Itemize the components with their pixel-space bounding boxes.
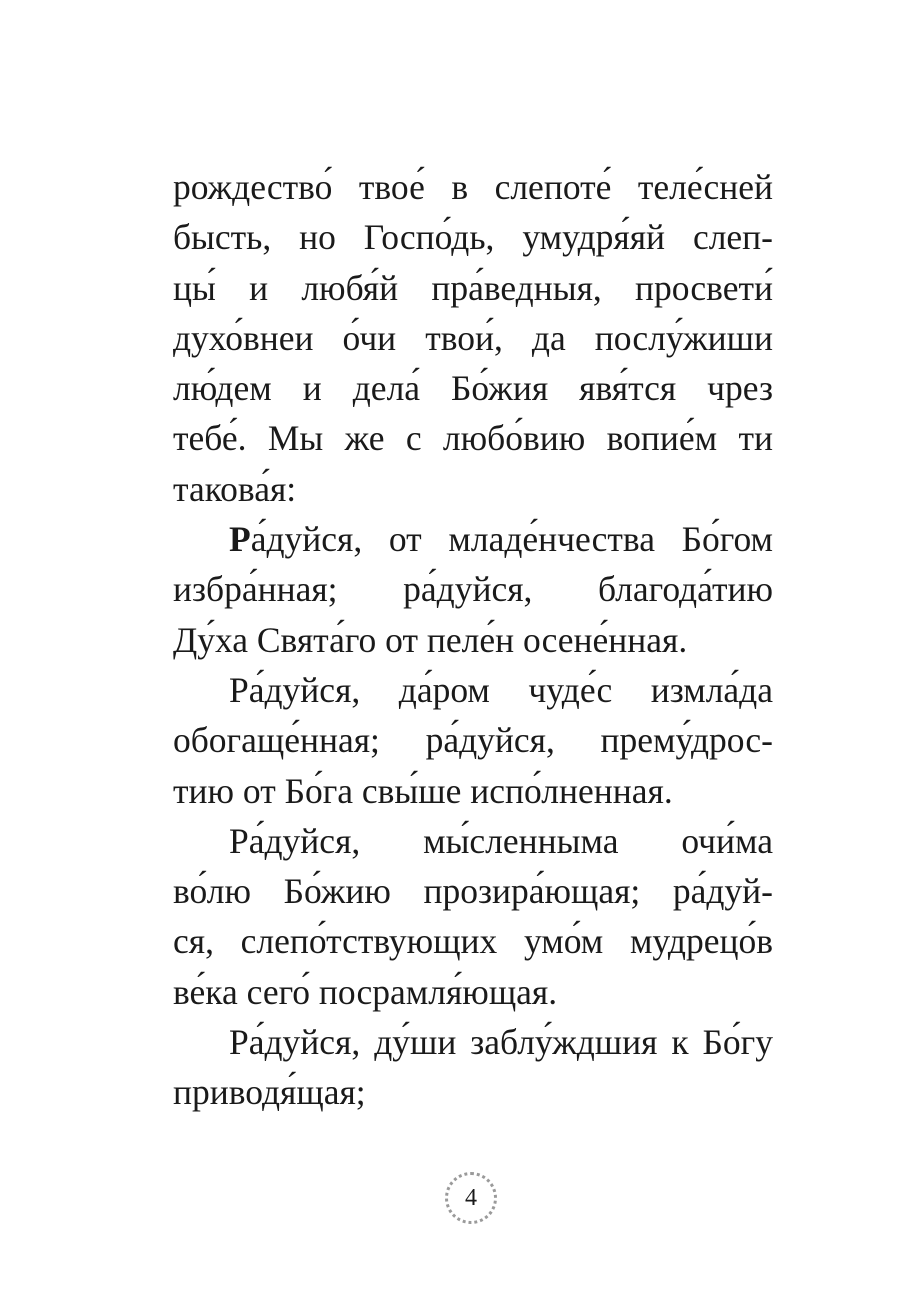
text-line: избра́нная; ра́дуйся, благода́тию	[173, 569, 773, 610]
text-line: тию от Бо́га свы́ше испо́лненная.	[173, 770, 673, 811]
bold-initial: Р	[229, 519, 251, 560]
text-line: Ра́дуйся, мы́сленныма очи́ма	[229, 820, 773, 861]
akathist-text	[173, 162, 773, 1118]
paragraph	[173, 816, 773, 1017]
text-line: цы́ и любя́й пра́ведныя, просвети́	[173, 267, 773, 308]
paragraph	[173, 162, 773, 514]
text-line: тебе́. Мы же с любо́вию вопие́м ти	[173, 418, 773, 459]
paragraph	[173, 1017, 773, 1118]
text-line	[173, 514, 773, 564]
text-line: рождество́ твое́ в слепоте́ теле́сней	[173, 167, 773, 207]
text-line: лю́дем и дела́ Бо́жия явя́тся чрез	[173, 368, 773, 409]
text-line: во́лю Бо́жию прозира́ющая; ра́дуй-	[173, 871, 773, 912]
text-line: ся, слепо́тствующих умо́м мудрецо́в	[173, 921, 773, 962]
text-line: духо́внеи о́чи твои́, да послу́жиши	[173, 317, 773, 358]
text-line: Ра́дуйся, да́ром чуде́с измла́да	[229, 669, 773, 710]
text-line: Ду́ха Свята́го от пеле́н осене́нная.	[173, 619, 688, 660]
text-line: приводя́щая;	[173, 1072, 366, 1113]
text-line: Ра́дуйся, ду́ши заблу́ждшия к Бо́гу	[229, 1022, 773, 1063]
text-line: бысть, но Госпо́дь, умудря́яй слеп-	[173, 217, 773, 258]
paragraph	[173, 665, 773, 816]
paragraph	[173, 514, 773, 665]
page-number: 4	[465, 1184, 477, 1211]
text-line: такова́я:	[173, 468, 297, 509]
page-number-badge	[445, 1172, 497, 1224]
text-line-rest: а́дуйся, от младе́нчества Бо́гом	[250, 519, 773, 560]
text-line: обогаще́нная; ра́дуйся, прему́дрос-	[173, 720, 773, 761]
text-line: ве́ка сего́ посрамля́ющая.	[173, 971, 558, 1012]
